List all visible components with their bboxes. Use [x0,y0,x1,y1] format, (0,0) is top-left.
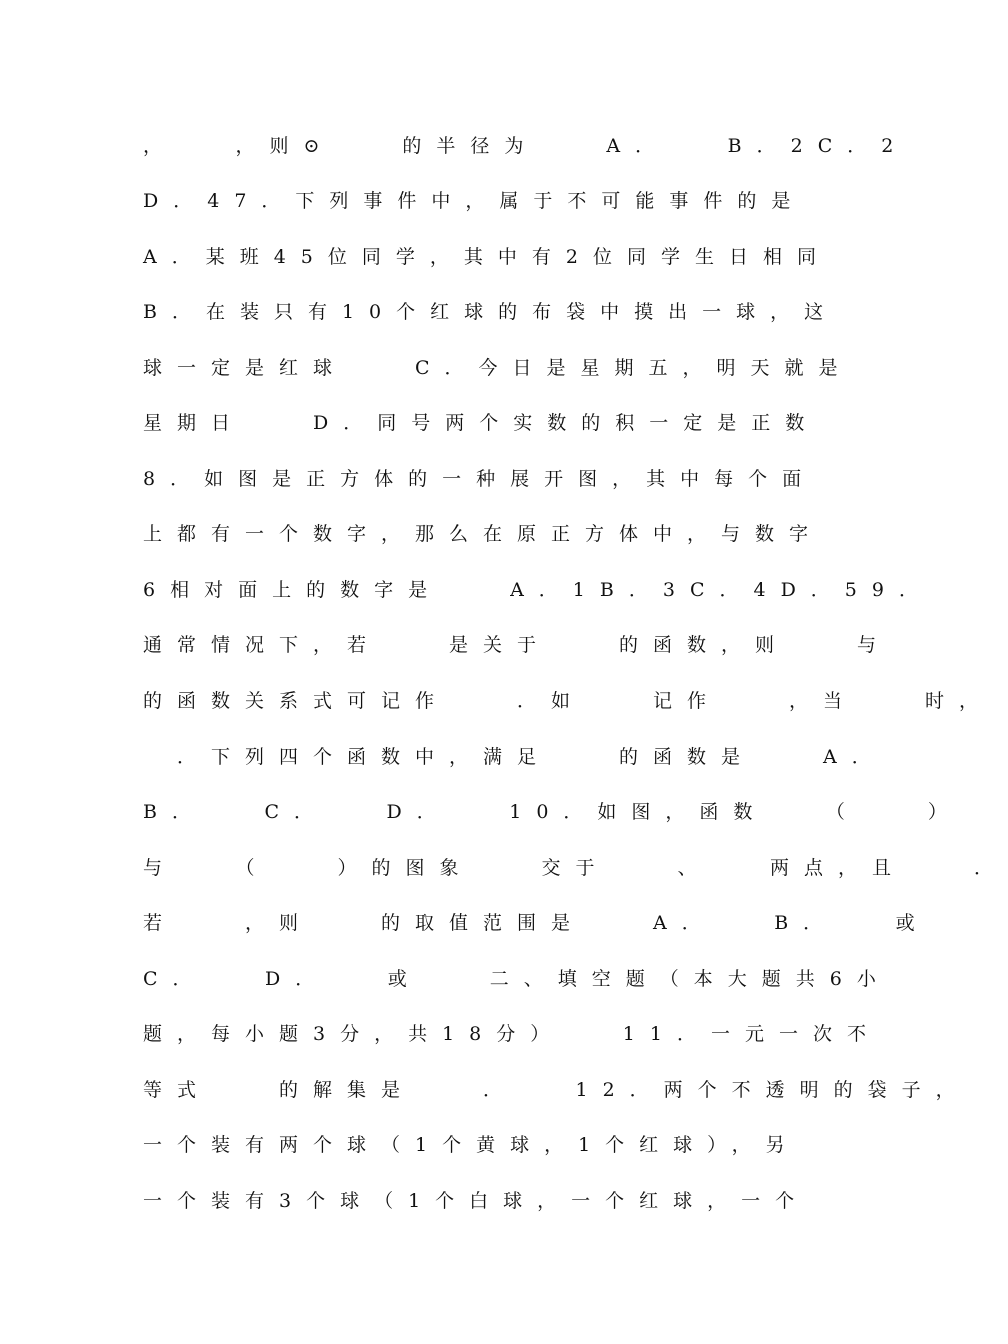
text-line: 的函数关系式可记作 ．如 记作 ，当 时， [143,690,994,712]
text-line: C． D． 或 二、填空题（本大题共6小 [143,968,891,990]
text-line: A．某班45位同学，其中有2位同学生日相同 [143,246,831,268]
text-line: D．47．下列事件中，属于不可能事件的是 [143,190,806,212]
text-line: 题，每小题3分，共18分） 11．一元一次不 [143,1023,881,1045]
text-line: 与 （ ）的图象 交于 、 两点，且 ． [143,857,1008,879]
text-line: 一个装有3个球（1个白球，一个红球，一个 [143,1190,810,1212]
text-line: 若 ，则 的取值范围是 A． B． 或 [143,912,930,934]
text-line: B．在装只有10个红球的布袋中摸出一球，这 [143,301,839,323]
text-line: 通常情况下，若 是关于 的函数，则 与 [143,634,892,656]
text-line: 6相对面上的数字是 A．1B．3C．4D．59． [143,579,933,601]
text-line: B． C． D． 10．如图，函数 （ ） [143,801,962,823]
text-line: ， ，则⊙ 的半径为 A． B．2C．2 [143,135,909,157]
text-line: 等式 的解集是 ． 12．两个不透明的袋子， [143,1079,970,1101]
text-line: 8．如图是正方体的一种展开图，其中每个面 [143,468,817,490]
text-line: 球一定是红球 C．今日是星期五，明天就是 [143,357,853,379]
text-line: ．下列四个函数中，满足 的函数是 A． [143,746,886,768]
text-line: 上都有一个数字，那么在原正方体中，与数字 [143,523,824,545]
text-line: 星期日 D．同号两个实数的积一定是正数 [143,412,820,434]
text-line: 一个装有两个球（1个黄球，1个红球），另 [143,1134,800,1156]
